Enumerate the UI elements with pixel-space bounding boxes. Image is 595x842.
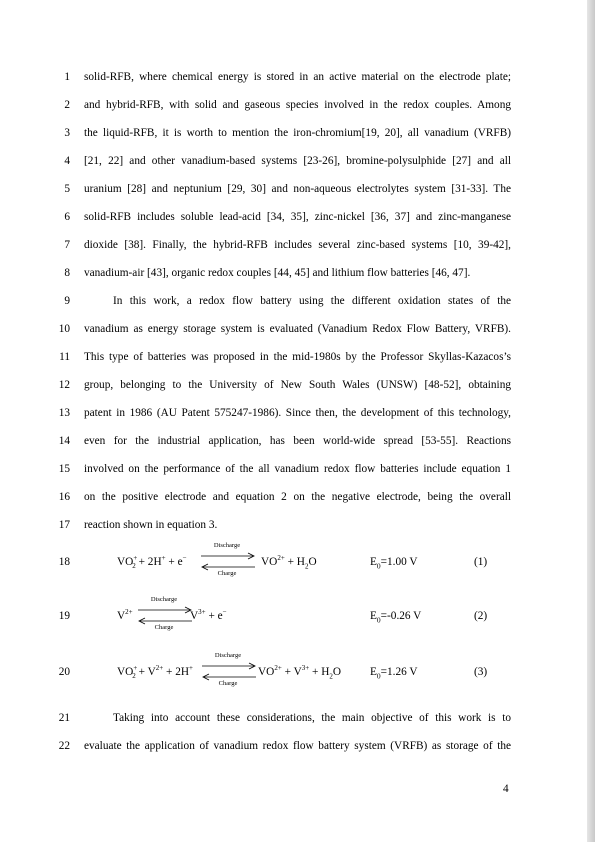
body-line: uranium [28] and neptunium [29, 30] and non-aqueous electrolytes system [31-33]. The bbox=[84, 183, 511, 195]
equation-1-reactants: $VO^+_2 + 2H^+ + e^-$ bbox=[117, 554, 187, 571]
page-number: 4 bbox=[503, 783, 509, 795]
body-line: involved on the performance of the all vanadium redox flow batteries include equation 1 bbox=[84, 463, 511, 475]
line-number: 1 bbox=[64, 71, 70, 83]
equation-number-2: (2) bbox=[474, 610, 488, 622]
line-number: 16 bbox=[58, 491, 70, 503]
line-number: 22 bbox=[58, 740, 70, 752]
equation-number-1: (1) bbox=[474, 556, 488, 568]
equation-3-reactants: $VO^+_2 + V^{2+} + 2H^+$ bbox=[117, 664, 193, 681]
discharge-label: Discharge bbox=[150, 596, 178, 603]
discharge-label: Discharge bbox=[214, 652, 242, 659]
line-number: 6 bbox=[64, 211, 70, 223]
body-line: solid-RFB, where chemical energy is stored in an active material on the electrode plate; bbox=[84, 71, 511, 83]
body-line: dioxide [38]. Finally, the hybrid-RFB includes several zinc-based systems [10, 39-42], bbox=[84, 239, 511, 251]
line-number: 7 bbox=[64, 239, 70, 251]
line-number: 19 bbox=[58, 610, 70, 622]
line-number: 11 bbox=[59, 351, 70, 363]
line-number: 18 bbox=[58, 556, 70, 568]
body-line: vanadium-air [43], organic redox couples [44, 45] and lithium flow batteries [46, 47]. bbox=[84, 267, 471, 279]
standard-potential-1: $E_0=1.00$ V bbox=[370, 556, 418, 571]
standard-potential-2: $E_0=-0.26$ V bbox=[370, 610, 422, 625]
charge-label: Charge bbox=[154, 624, 174, 631]
body-line: the liquid-RFB, it is worth to mention the iron-chromium[19, 20], all vanadium (VRFB) bbox=[84, 127, 511, 139]
charge-label: Charge bbox=[217, 570, 237, 577]
line-number: 13 bbox=[58, 407, 70, 419]
body-line: This type of batteries was proposed in the mid-1980s by the Professor Skyllas-Kazacos’s bbox=[84, 351, 511, 363]
charge-label: Charge bbox=[218, 680, 238, 687]
body-line: evaluate the application of vanadium redox flow battery system (VRFB) as storage of the bbox=[84, 740, 511, 752]
line-number: 9 bbox=[64, 295, 70, 307]
line-number: 14 bbox=[58, 435, 70, 447]
standard-potential-3: $E_0=1.26$ V bbox=[370, 666, 418, 681]
line-number: 10 bbox=[58, 323, 70, 335]
equation-number-3: (3) bbox=[474, 666, 488, 678]
body-line: solid-RFB includes soluble lead-acid [34, 35], zinc-nickel [36, 37] and zinc-manganese bbox=[84, 211, 511, 223]
body-line: on the positive electrode and equation 2 on the negative electrode, being the overall bbox=[84, 491, 511, 503]
line-number: 5 bbox=[64, 183, 70, 195]
equation-3-products: $VO^{2+} + V^{3+} + H_2O$ bbox=[258, 664, 342, 681]
line-number: 4 bbox=[64, 155, 70, 167]
body-line: even for the industrial application, has been world-wide spread [53-55]. Reactions bbox=[84, 435, 511, 447]
body-line: Taking into account these considerations, the main objective of this work is to bbox=[113, 712, 511, 724]
body-line: vanadium as energy storage system is evaluated (Vanadium Redox Flow Battery, VRFB). bbox=[84, 323, 511, 335]
line-number: 17 bbox=[58, 519, 70, 531]
equation-2-reactants: $V^{2+}$ bbox=[117, 608, 133, 622]
body-line: patent in 1986 (AU Patent 575247-1986). Since then, the development of this technology, bbox=[84, 407, 511, 419]
line-number: 20 bbox=[58, 666, 70, 678]
body-line: group, belonging to the University of New South Wales (UNSW) [48-52], obtaining bbox=[84, 379, 511, 391]
body-line: [21, 22] and other vanadium-based systems [23-26], bromine-polysulphide [27] and all bbox=[84, 155, 511, 167]
line-number: 12 bbox=[58, 379, 70, 391]
line-number: 3 bbox=[64, 127, 70, 139]
body-line: In this work, a redox flow battery using the different oxidation states of the bbox=[113, 295, 511, 307]
equation-2-products: $V^{3+} + e^-$ bbox=[190, 608, 227, 622]
page-edge-shadow bbox=[587, 0, 595, 842]
line-number: 8 bbox=[64, 267, 70, 279]
equation-1-products: $VO^{2+} + H_2O$ bbox=[261, 554, 317, 571]
line-number: 2 bbox=[64, 99, 70, 111]
line-number: 15 bbox=[58, 463, 70, 475]
body-line: and hybrid-RFB, with solid and gaseous species involved in the redox couples. Among bbox=[84, 99, 511, 111]
line-number: 21 bbox=[58, 712, 70, 724]
discharge-label: Discharge bbox=[213, 542, 241, 549]
body-line: reaction shown in equation 3. bbox=[84, 519, 218, 531]
